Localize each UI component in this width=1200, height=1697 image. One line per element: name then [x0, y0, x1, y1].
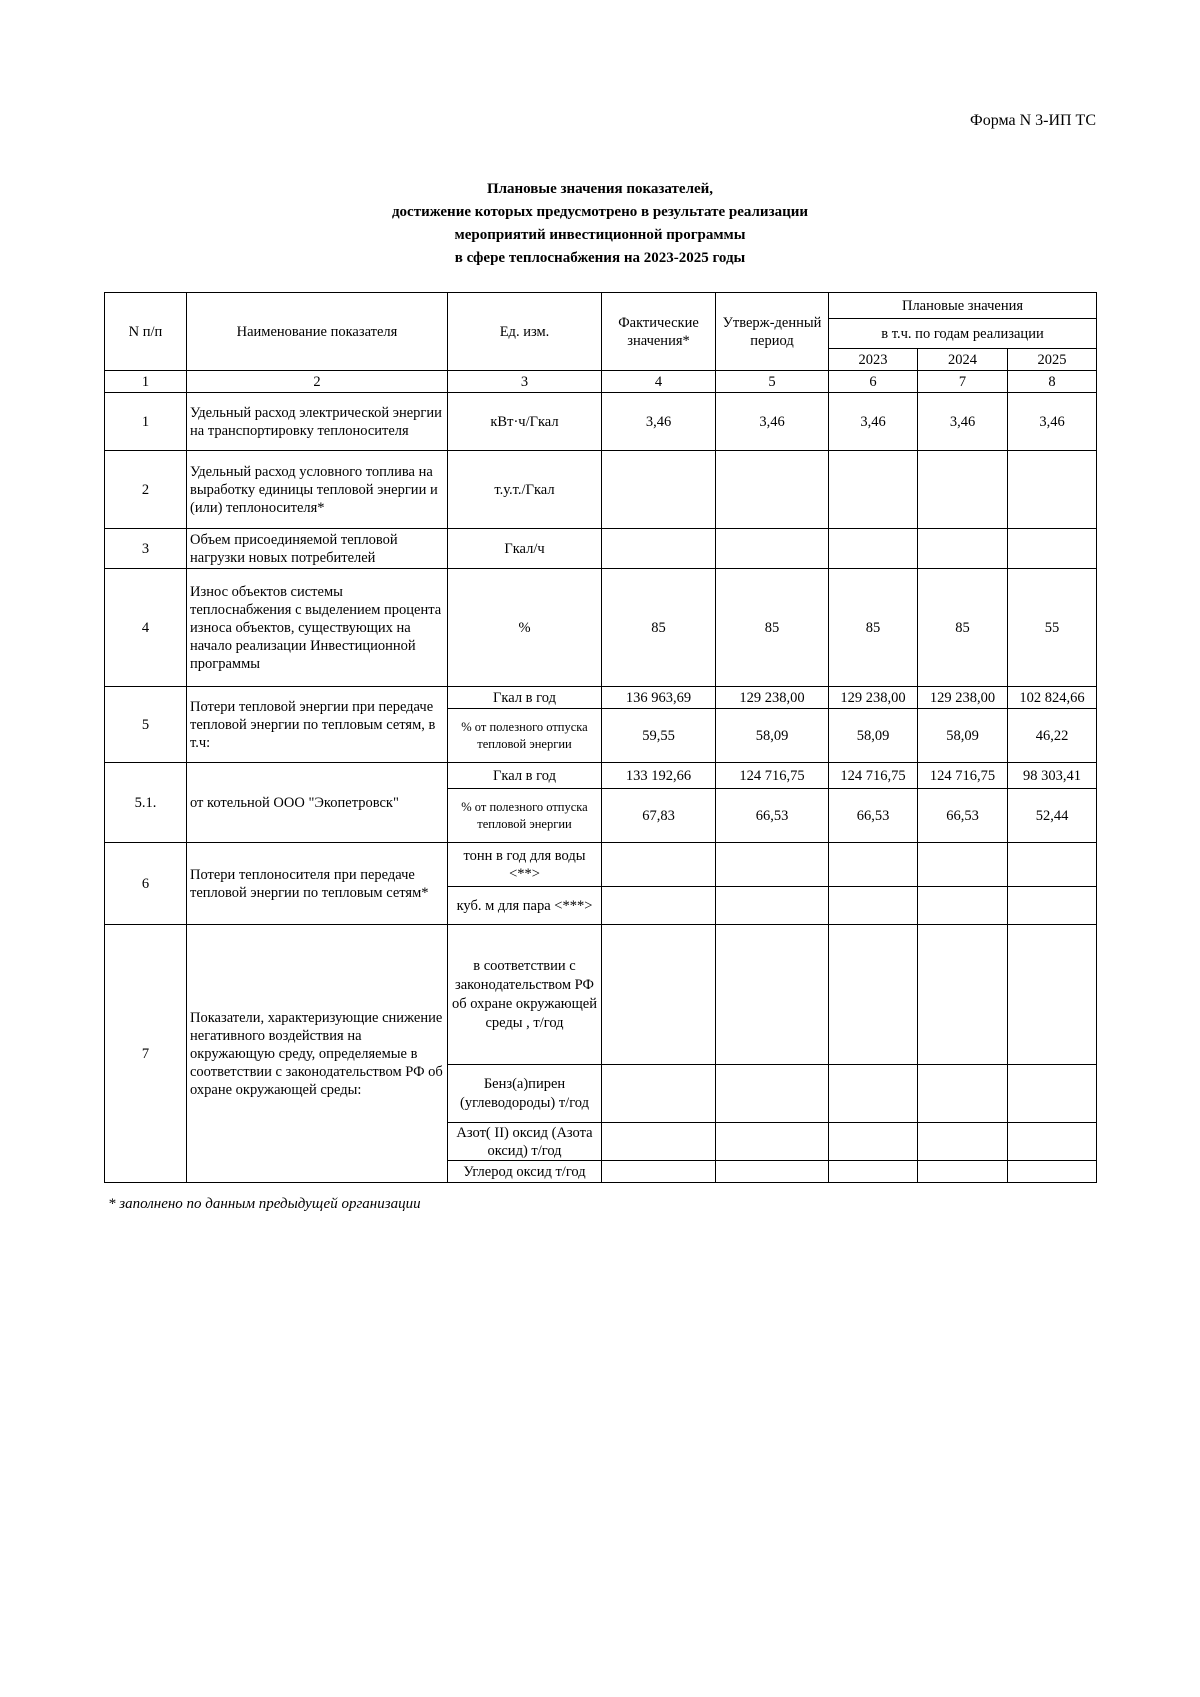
title-line: Плановые значения показателей, — [486, 181, 714, 197]
empty-cell — [829, 925, 918, 1065]
empty-cell — [716, 1065, 829, 1123]
row-number: 7 — [105, 925, 187, 1183]
approved-value: 66,53 — [716, 789, 829, 843]
value-2023: 66,53 — [829, 789, 918, 843]
empty-cell — [918, 1161, 1008, 1183]
row-number: 4 — [105, 569, 187, 687]
table-row — [105, 687, 1097, 709]
empty-cell — [716, 529, 829, 569]
unit-cell: кВт·ч/Гкал — [448, 393, 602, 451]
row-number: 6 — [105, 843, 187, 925]
col-index: 6 — [829, 371, 918, 393]
header-year: 2024 — [918, 349, 1008, 371]
actual-value: 133 192,66 — [602, 763, 716, 789]
title-line: достижение которых предусмотрено в результате реализации — [391, 204, 809, 220]
empty-cell — [1008, 1065, 1097, 1123]
empty-cell — [602, 1065, 716, 1123]
value-2024: 85 — [918, 569, 1008, 687]
indicator-name: от котельной ООО "Экопетровск" — [187, 763, 448, 843]
unit-cell: Гкал в год — [448, 687, 602, 709]
approved-value: 3,46 — [716, 393, 829, 451]
empty-cell — [716, 925, 829, 1065]
unit-cell: Гкал в год — [448, 763, 602, 789]
empty-cell — [602, 451, 716, 529]
approved-value: 124 716,75 — [716, 763, 829, 789]
unit-cell: куб. м для пара <***> — [448, 887, 602, 925]
col-index: 2 — [187, 371, 448, 393]
empty-cell — [716, 451, 829, 529]
empty-cell — [918, 925, 1008, 1065]
empty-cell — [602, 887, 716, 925]
col-index: 1 — [105, 371, 187, 393]
indicator-name: Потери тепловой энергии при передаче тепловой энергии по тепловым сетям, в т.ч: — [187, 687, 448, 763]
document-title — [0, 178, 1200, 270]
unit-cell: Углерод оксид т/год — [448, 1161, 602, 1183]
empty-cell — [716, 887, 829, 925]
approved-value: 129 238,00 — [716, 687, 829, 709]
unit-cell: Бенз(а)пирен (углеводороды) т/год — [448, 1065, 602, 1123]
col-index: 4 — [602, 371, 716, 393]
value-2025: 52,44 — [1008, 789, 1097, 843]
header-year: 2023 — [829, 349, 918, 371]
value-2024: 124 716,75 — [918, 763, 1008, 789]
approved-value: 85 — [716, 569, 829, 687]
table-row — [105, 451, 1097, 529]
empty-cell — [829, 1123, 918, 1161]
header-actual: Фактические значения* — [602, 293, 716, 371]
empty-cell — [716, 1123, 829, 1161]
unit-cell: т.у.т./Гкал — [448, 451, 602, 529]
value-2025: 3,46 — [1008, 393, 1097, 451]
actual-value: 67,83 — [602, 789, 716, 843]
col-index: 3 — [448, 371, 602, 393]
empty-cell — [1008, 451, 1097, 529]
approved-value: 58,09 — [716, 709, 829, 763]
empty-cell — [1008, 529, 1097, 569]
actual-value: 3,46 — [602, 393, 716, 451]
unit-cell: % от полезного отпуска тепловой энергии — [448, 709, 602, 763]
empty-cell — [918, 887, 1008, 925]
value-2023: 129 238,00 — [829, 687, 918, 709]
value-2023: 58,09 — [829, 709, 918, 763]
table-row — [105, 925, 1097, 1065]
empty-cell — [1008, 887, 1097, 925]
unit-cell: в соответствии с законодательством РФ об охране окружающей среды , т/год — [448, 925, 602, 1065]
header-name: Наименование показателя — [187, 293, 448, 371]
empty-cell — [918, 843, 1008, 887]
row-number: 5.1. — [105, 763, 187, 843]
indicator-name: Удельный расход электрической энергии на транспортировку теплоносителя — [187, 393, 448, 451]
value-2024: 129 238,00 — [918, 687, 1008, 709]
value-2025: 55 — [1008, 569, 1097, 687]
empty-cell — [918, 1123, 1008, 1161]
value-2025: 98 303,41 — [1008, 763, 1097, 789]
empty-cell — [918, 529, 1008, 569]
row-number: 1 — [105, 393, 187, 451]
header-num: N п/п — [105, 293, 187, 371]
empty-cell — [829, 529, 918, 569]
col-index: 5 — [716, 371, 829, 393]
empty-cell — [602, 529, 716, 569]
empty-cell — [716, 843, 829, 887]
empty-cell — [829, 1161, 918, 1183]
row-number: 3 — [105, 529, 187, 569]
footnote: * заполнено по данным предыдущей организации — [108, 1196, 421, 1212]
empty-cell — [602, 1123, 716, 1161]
unit-cell: Азот( II) оксид (Азота оксид) т/год — [448, 1123, 602, 1161]
header-approved: Утверж-денный период — [716, 293, 829, 371]
value-2023: 3,46 — [829, 393, 918, 451]
value-2024: 3,46 — [918, 393, 1008, 451]
table-row — [105, 393, 1097, 451]
header-year: 2025 — [1008, 349, 1097, 371]
value-2023: 124 716,75 — [829, 763, 918, 789]
unit-cell: % — [448, 569, 602, 687]
empty-cell — [1008, 843, 1097, 887]
empty-cell — [829, 451, 918, 529]
empty-cell — [602, 843, 716, 887]
header-unit: Ед. изм. — [448, 293, 602, 371]
table-row — [105, 763, 1097, 789]
title-line: в сфере теплоснабжения на 2023-2025 годы — [454, 250, 746, 266]
unit-cell: % от полезного отпуска тепловой энергии — [448, 789, 602, 843]
indicators-table — [104, 292, 1097, 1183]
table-row — [105, 843, 1097, 887]
indicator-name: Удельный расход условного топлива на выработку единицы тепловой энергии и (или) теплоносителя* — [187, 451, 448, 529]
value-2024: 66,53 — [918, 789, 1008, 843]
form-number: Форма N 3-ИП ТС — [970, 112, 1096, 129]
value-2025: 46,22 — [1008, 709, 1097, 763]
empty-cell — [602, 925, 716, 1065]
value-2023: 85 — [829, 569, 918, 687]
empty-cell — [918, 1065, 1008, 1123]
indicator-name: Потери теплоносителя при передаче тепловой энергии по тепловым сетям* — [187, 843, 448, 925]
value-2025: 102 824,66 — [1008, 687, 1097, 709]
value-2024: 58,09 — [918, 709, 1008, 763]
indicator-name: Износ объектов системы теплоснабжения с выделением процента износа объектов, существующих на начало реализации Инвестиционной программы — [187, 569, 448, 687]
empty-cell — [829, 843, 918, 887]
empty-cell — [829, 1065, 918, 1123]
empty-cell — [829, 887, 918, 925]
empty-cell — [1008, 1161, 1097, 1183]
indicator-name: Объем присоединяемой тепловой нагрузки новых потребителей — [187, 529, 448, 569]
table-row — [105, 569, 1097, 687]
title-line: мероприятий инвестиционной программы — [454, 227, 746, 243]
col-index: 8 — [1008, 371, 1097, 393]
row-number: 2 — [105, 451, 187, 529]
indicator-name: Показатели, характеризующие снижение негативного воздействия на окружающую среду, определяемые в соответствии с законодательством РФ об охране окружающей среды: — [187, 925, 448, 1183]
actual-value: 136 963,69 — [602, 687, 716, 709]
actual-value: 85 — [602, 569, 716, 687]
header-planned: Плановые значения — [829, 293, 1097, 319]
col-index: 7 — [918, 371, 1008, 393]
table-row — [105, 529, 1097, 569]
empty-cell — [1008, 925, 1097, 1065]
empty-cell — [602, 1161, 716, 1183]
empty-cell — [918, 451, 1008, 529]
header-by-years: в т.ч. по годам реализации — [829, 319, 1097, 349]
row-number: 5 — [105, 687, 187, 763]
actual-value: 59,55 — [602, 709, 716, 763]
empty-cell — [716, 1161, 829, 1183]
empty-cell — [1008, 1123, 1097, 1161]
unit-cell: Гкал/ч — [448, 529, 602, 569]
unit-cell: тонн в год для воды <**> — [448, 843, 602, 887]
